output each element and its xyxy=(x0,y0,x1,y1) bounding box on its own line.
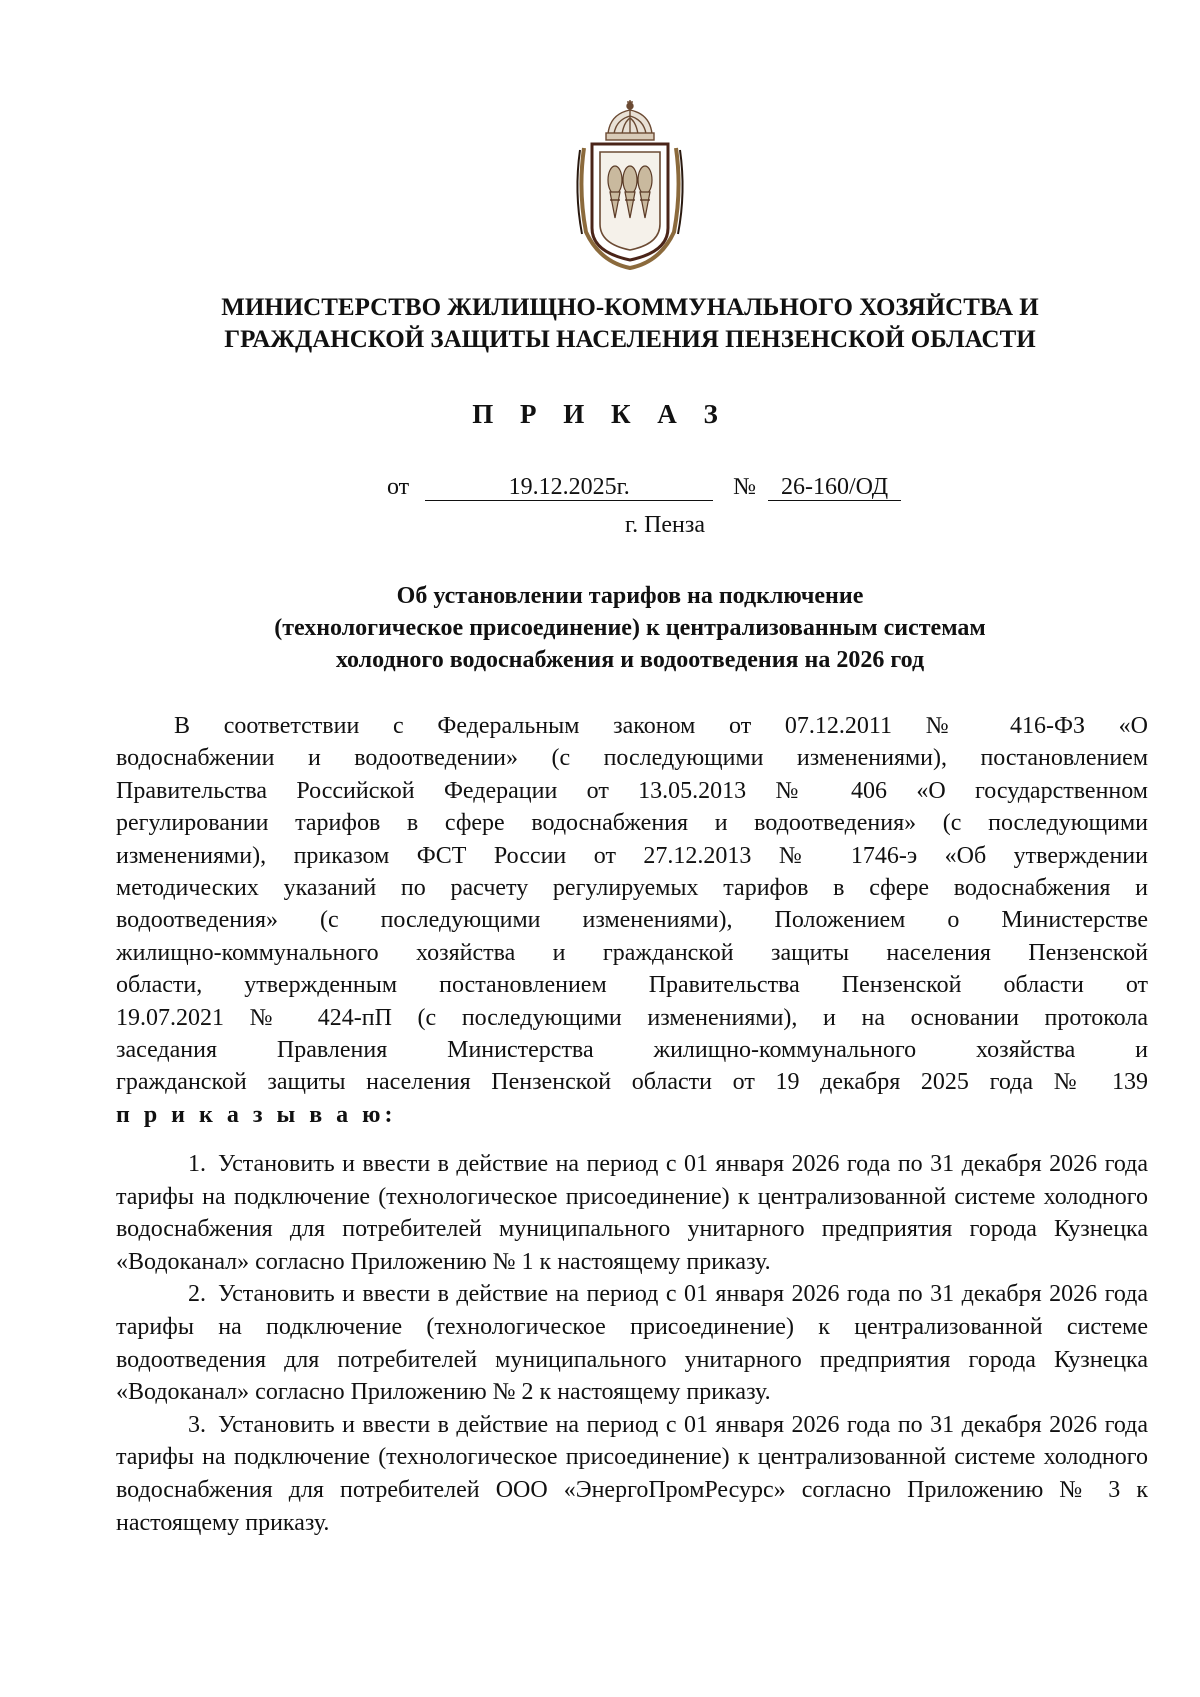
subject-line-1: Об установлении тарифов на подключение xyxy=(396,583,864,609)
preamble-line: регулировании тарифов в сфере водоснабжения и водоотведения» (с последующими xyxy=(116,810,1148,837)
item-number: 2. xyxy=(188,1281,206,1308)
coat-of-arms-icon xyxy=(570,100,690,270)
item-text: Установить и ввести в действие на период с 01 января 2026 года по 31 декабря 2026 года тарифы на подключение (технологическое присоединение) к централизованной системе холодного водоснабжения для потребителей ООО «ЭнергоПромРесурс» согласно Приложению № 3 к настоящему приказу. xyxy=(116,1411,1148,1536)
preamble xyxy=(116,710,1148,1131)
order-item-3 xyxy=(116,1409,1148,1539)
order-item-2 xyxy=(116,1278,1148,1408)
order-number: 26-160/ОД xyxy=(768,474,901,501)
preamble-line: водоснабжении и водоотведении» (с последующими изменениями), постановлением xyxy=(116,745,1148,772)
subject-line-2: (технологическое присоединение) к централизованным системам xyxy=(274,615,986,641)
ministry-line-1: МИНИСТЕРСТВО ЖИЛИЩНО-КОММУНАЛЬНОГО ХОЗЯЙСТВА И xyxy=(221,294,1039,321)
date-prefix: от xyxy=(387,474,410,500)
order-title: П Р И К А З xyxy=(472,399,728,429)
item-number: 3. xyxy=(188,1411,206,1438)
preamble-line: методических указаний по расчету регулируемых тарифов в сфере водоснабжения и xyxy=(116,875,1148,902)
date-number-line xyxy=(387,472,901,502)
preamble-line: заседания Правления Министерства жилищно-коммунального хозяйства и xyxy=(116,1037,1148,1064)
subject-line-3: холодного водоснабжения и водоотведения на 2026 год xyxy=(335,647,925,673)
preamble-line: Правительства Российской Федерации от 13.05.2013 № 406 «О государственном xyxy=(116,777,1148,804)
order-item-1 xyxy=(116,1148,1148,1278)
preamble-line: изменениями), приказом ФСТ России от 27.12.2013 № 1746-э «Об утверждении xyxy=(116,842,1148,869)
order-word: п р и к а з ы в а ю: xyxy=(116,1101,397,1128)
ministry-name xyxy=(110,292,1150,356)
item-text: Установить и ввести в действие на период с 01 января 2026 года по 31 декабря 2026 года тарифы на подключение (технологическое присоединение) к централизованной системе водоотведения для потребителей муниципального унитарного предприятия города Кузнецка «Водоканал» согласно Приложению № 2 к настоящему приказу. xyxy=(116,1281,1148,1406)
order-subject xyxy=(110,580,1150,676)
preamble-line: В соответствии с Федеральным законом от 07.12.2011 № 416-ФЗ «О xyxy=(174,713,1148,739)
preamble-line: 19.07.2021 № 424-пП (с последующими изменениями), и на основании протокола xyxy=(116,1004,1148,1031)
number-sign: № xyxy=(733,474,757,500)
preamble-line: водоотведения» (с последующими изменениями), Положением о Министерстве xyxy=(116,907,1148,934)
city: г. Пенза xyxy=(624,512,706,538)
preamble-line: области, утвержденным постановлением Правительства Пензенской области от xyxy=(116,972,1148,999)
ministry-line-2: ГРАЖДАНСКОЙ ЗАЩИТЫ НАСЕЛЕНИЯ ПЕНЗЕНСКОЙ ОБЛАСТИ xyxy=(224,326,1036,353)
item-number: 1. xyxy=(188,1151,206,1177)
preamble-line: жилищно-коммунального хозяйства и гражданской защиты населения Пензенской xyxy=(116,939,1148,966)
order-date: 19.12.2025г. xyxy=(425,474,713,501)
item-text: Установить и ввести в действие на период с 01 января 2026 года по 31 декабря 2026 года тарифы на подключение (технологическое присоединение) к централизованной системе холодного водоснабжения для потребителей муниципального унитарного предприятия города Кузнецка «Водоканал» согласно Приложению № 1 к настоящему приказу. xyxy=(116,1151,1148,1275)
order-items xyxy=(116,1148,1148,1539)
preamble-line: гражданской защиты населения Пензенской области от 19 декабря 2025 года № 139 xyxy=(116,1069,1148,1096)
